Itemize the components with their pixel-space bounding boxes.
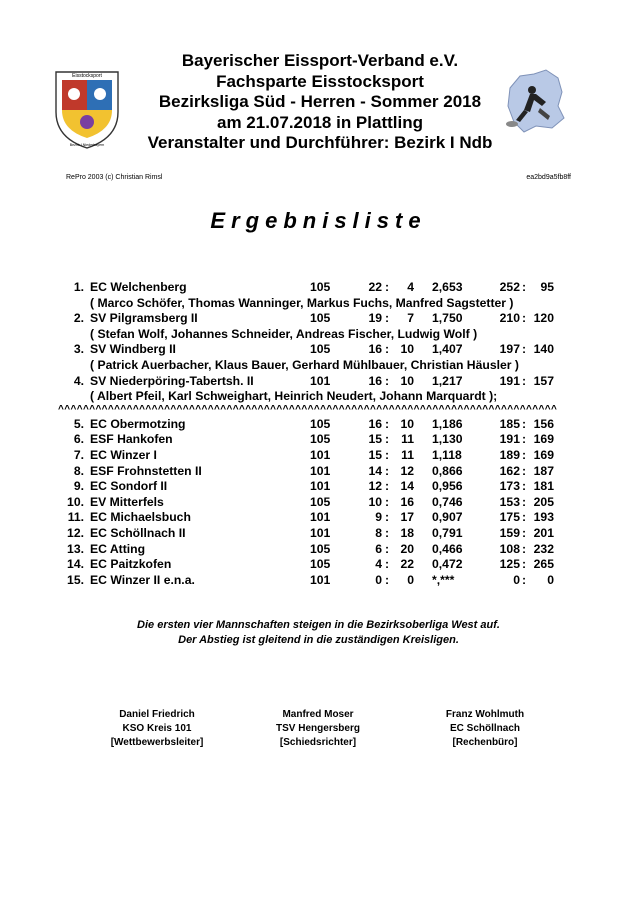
quotient: 0,746	[432, 494, 463, 509]
table-row	[60, 448, 580, 464]
colon-separator: :	[522, 541, 527, 556]
points: 101	[310, 525, 331, 540]
quotient: 1,750	[432, 311, 463, 326]
colon-separator: :	[522, 432, 527, 447]
stock-points-against: 120	[533, 311, 554, 326]
quotient: 1,217	[432, 373, 463, 388]
stock-points-for: 175	[499, 510, 520, 525]
colon-separator: :	[385, 557, 390, 572]
losses: 10	[400, 373, 414, 388]
stock-points-against: 156	[533, 416, 554, 431]
rank: 15.	[67, 572, 84, 587]
losses: 17	[400, 510, 414, 525]
points: 105	[310, 342, 331, 357]
rank: 9.	[73, 479, 84, 494]
stock-points-against: 95	[540, 280, 554, 294]
quotient: 1,130	[432, 432, 463, 447]
quotient: 1,407	[432, 342, 463, 357]
colon-separator: :	[522, 479, 527, 494]
table-row	[60, 374, 580, 390]
rank: 5.	[73, 416, 84, 431]
header-date-location: am 21.07.2018 in Plattling	[217, 112, 423, 132]
colon-separator: :	[385, 494, 390, 509]
table-row	[60, 479, 580, 495]
team-name: EC Winzer I	[90, 447, 157, 462]
signature-org: EC Schöllnach	[449, 723, 520, 734]
stock-points-against: 205	[533, 494, 554, 509]
stock-points-against: 140	[533, 342, 554, 357]
signature-name: Franz Wohlmuth	[445, 709, 525, 720]
header-league: Bezirksliga Süd - Herren - Sommer 2018	[158, 92, 482, 111]
team-name: SV Windberg II	[90, 342, 176, 357]
losses: 0	[407, 572, 414, 587]
wins: 16	[368, 342, 382, 357]
colon-separator: :	[385, 541, 390, 556]
quotient: 0,907	[432, 510, 463, 525]
losses: 22	[400, 557, 414, 572]
points: 105	[310, 494, 331, 509]
stock-points-for: 108	[499, 541, 520, 556]
stock-points-for: 210	[499, 311, 520, 326]
stock-points-for: 189	[499, 447, 520, 462]
header-division: Fachsparte Eisstocksport	[216, 71, 424, 91]
colon-separator: :	[522, 416, 527, 431]
colon-separator: :	[385, 432, 390, 447]
colon-separator: :	[385, 342, 390, 357]
quotient: 1,186	[432, 416, 463, 431]
points: 105	[310, 311, 331, 326]
rank: 12.	[67, 525, 84, 540]
losses: 7	[407, 311, 414, 326]
stock-points-against: 0	[547, 572, 554, 587]
signature-org: KSO Kreis 101	[122, 723, 192, 734]
page-title: Ergebnisliste	[210, 208, 427, 233]
quotient: 0,791	[432, 525, 463, 540]
wins: 8	[375, 525, 382, 540]
losses: 18	[400, 525, 414, 540]
signature-role: [Wettbewerbsleiter]	[110, 737, 204, 748]
colon-separator: :	[385, 463, 390, 478]
stock-points-for: 159	[499, 525, 520, 540]
stock-points-for: 0	[513, 572, 520, 587]
losses: 10	[400, 342, 414, 357]
wins: 16	[368, 416, 382, 431]
rank: 6.	[73, 432, 84, 447]
quotient: 0,466	[432, 541, 463, 556]
table-row	[60, 342, 580, 358]
stock-points-against: 232	[533, 541, 554, 556]
document-code: ea2bd9a5fb8ff	[526, 174, 571, 181]
wins: 6	[375, 541, 382, 556]
stock-points-for: 173	[499, 479, 520, 494]
table-row	[60, 417, 580, 433]
results-table	[60, 280, 580, 588]
stock-points-for: 185	[499, 416, 520, 431]
colon-separator: :	[522, 572, 527, 587]
losses: 10	[400, 416, 414, 431]
signature-org: TSV Hengersberg	[276, 723, 360, 734]
team-name: EC Welchenberg	[90, 280, 187, 294]
colon-separator: :	[385, 510, 390, 525]
stock-points-against: 193	[533, 510, 554, 525]
points: 101	[310, 373, 331, 388]
table-row	[60, 464, 580, 480]
points: 105	[310, 557, 331, 572]
signature-scoring-office	[400, 708, 570, 750]
team-players: ( Patrick Auerbacher, Klaus Bauer, Gerhard Mühlbauer, Christian Häusler )	[90, 357, 519, 372]
rank: 4.	[73, 373, 84, 388]
quotient: 0,472	[432, 557, 463, 572]
team-name: EC Schöllnach II	[90, 525, 186, 540]
team-players: ( Stefan Wolf, Johannes Schneider, Andreas Fischer, Ludwig Wolf )	[90, 326, 478, 341]
wins: 19	[368, 311, 382, 326]
colon-separator: :	[522, 311, 527, 326]
colon-separator: :	[522, 280, 527, 294]
rank: 3.	[73, 342, 84, 357]
rank: 7.	[73, 447, 84, 462]
quotient: 2,653	[432, 280, 463, 294]
stock-points-for: 191	[499, 373, 520, 388]
quotient: 0,956	[432, 479, 463, 494]
wins: 10	[368, 494, 382, 509]
rank: 8.	[73, 463, 84, 478]
stock-points-for: 125	[499, 557, 520, 572]
colon-separator: :	[385, 280, 390, 294]
team-players: ( Albert Pfeil, Karl Schweighart, Heinrich Neudert, Johann Marquardt );	[90, 389, 498, 404]
svg-text:Eisstocksport: Eisstocksport	[72, 73, 102, 79]
colon-separator: :	[385, 572, 390, 587]
losses: 11	[401, 432, 414, 447]
rank: 1.	[73, 280, 84, 294]
document-header	[120, 51, 520, 154]
losses: 16	[400, 494, 414, 509]
colon-separator: :	[522, 525, 527, 540]
table-row	[60, 542, 580, 558]
table-row	[60, 280, 580, 296]
colon-separator: :	[522, 463, 527, 478]
stock-points-for: 153	[499, 494, 520, 509]
colon-separator: :	[385, 447, 390, 462]
points: 105	[310, 280, 331, 294]
signature-competition-manager	[72, 708, 242, 750]
team-name: EC Michaelsbuch	[90, 510, 191, 525]
wins: 16	[368, 373, 382, 388]
team-players: ( Marco Schöfer, Thomas Wanninger, Markus Fuchs, Manfred Sagstetter )	[90, 295, 514, 310]
quotient: *,***	[432, 572, 455, 587]
points: 101	[310, 447, 331, 462]
wins: 9	[375, 510, 382, 525]
colon-separator: :	[522, 447, 527, 462]
points: 101	[310, 479, 331, 494]
points: 105	[310, 416, 331, 431]
colon-separator: :	[522, 510, 527, 525]
points: 101	[310, 572, 331, 587]
signature-role: [Schiedsrichter]	[279, 737, 357, 748]
signature-referee	[233, 708, 403, 750]
promotion-note-line: Die ersten vier Mannschaften steigen in die Bezirksoberliga West auf.	[137, 619, 500, 631]
colon-separator: :	[385, 311, 390, 326]
team-name: EC Sondorf II	[90, 479, 168, 494]
rank: 10.	[67, 494, 84, 509]
stock-points-for: 197	[499, 342, 520, 357]
colon-separator: :	[385, 525, 390, 540]
stock-points-against: 169	[533, 447, 554, 462]
signature-name: Manfred Moser	[282, 709, 354, 720]
stock-points-against: 201	[533, 525, 554, 540]
colon-separator: :	[385, 416, 390, 431]
losses: 4	[407, 280, 414, 294]
table-row	[60, 311, 580, 327]
losses: 14	[400, 479, 414, 494]
wins: 14	[368, 463, 382, 478]
points: 105	[310, 541, 331, 556]
colon-separator: :	[522, 494, 527, 509]
header-organizer: Veranstalter und Durchführer: Bezirk I Ndb	[147, 133, 493, 152]
team-name: SV Pilgramsberg II	[90, 311, 198, 326]
relegation-note-line: Der Abstieg ist gleitend in die zuständigen Kreisligen.	[178, 634, 459, 646]
wins: 15	[368, 432, 382, 447]
stock-points-against: 187	[533, 463, 554, 478]
losses: 11	[401, 447, 414, 462]
table-row	[60, 495, 580, 511]
team-name: EC Atting	[90, 541, 146, 556]
wins: 22	[368, 280, 382, 294]
copyright-note: RePro 2003 (c) Christian Rimsl	[66, 174, 163, 181]
signature-name: Daniel Friedrich	[119, 709, 195, 720]
points: 101	[310, 510, 331, 525]
team-name: EC Obermotzing	[90, 416, 186, 431]
stock-points-against: 157	[533, 373, 554, 388]
points: 101	[310, 463, 331, 478]
team-name: EV Mitterfels	[90, 494, 164, 509]
stock-points-for: 162	[499, 463, 520, 478]
header-federation: Bayerischer Eissport-Verband e.V.	[181, 51, 459, 70]
colon-separator: :	[385, 373, 390, 388]
quotient: 1,118	[432, 447, 462, 462]
points: 105	[310, 432, 331, 447]
colon-separator: :	[385, 479, 390, 494]
stock-points-for: 191	[499, 432, 520, 447]
signature-role: [Rechenbüro]	[452, 737, 518, 748]
wins: 12	[368, 479, 382, 494]
table-row	[60, 557, 580, 573]
promotion-note	[0, 618, 637, 648]
stock-points-against: 181	[533, 479, 554, 494]
wins: 15	[368, 447, 382, 462]
table-row	[60, 510, 580, 526]
stock-points-against: 265	[533, 557, 554, 572]
svg-text:Bezirk I Niederbayern: Bezirk I Niederbayern	[69, 143, 105, 147]
rank: 2.	[73, 311, 84, 326]
table-row	[60, 432, 580, 448]
table-row	[60, 526, 580, 542]
rank: 14.	[67, 557, 84, 572]
losses: 12	[400, 463, 414, 478]
team-name: ESF Frohnstetten II	[90, 463, 202, 478]
colon-separator: :	[522, 557, 527, 572]
table-row	[60, 573, 580, 589]
stock-points-for: 252	[499, 280, 520, 294]
bezirk-shield-logo	[52, 66, 122, 150]
promotion-separator: ^^^^^^^^^^^^^^^^^^^^^^^^^^^^^^^^^^^^^^^^^^^^^^^^^^^^^^^^^^^^^^^^^^^^^^^^^^^^^^^^	[58, 404, 558, 415]
team-name: EC Paitzkofen	[90, 557, 172, 572]
team-name: ESF Hankofen	[90, 432, 173, 447]
team-name: SV Niederpöring-Tabertsh. II	[90, 373, 254, 388]
losses: 20	[400, 541, 414, 556]
quotient: 0,866	[432, 463, 463, 478]
wins: 0	[375, 572, 382, 587]
colon-separator: :	[522, 342, 527, 357]
colon-separator: :	[522, 373, 527, 388]
team-name: EC Winzer II e.n.a.	[90, 572, 195, 587]
wins: 4	[375, 557, 382, 572]
rank: 13.	[67, 541, 84, 556]
rank: 11.	[67, 510, 84, 525]
stock-points-against: 169	[533, 432, 554, 447]
